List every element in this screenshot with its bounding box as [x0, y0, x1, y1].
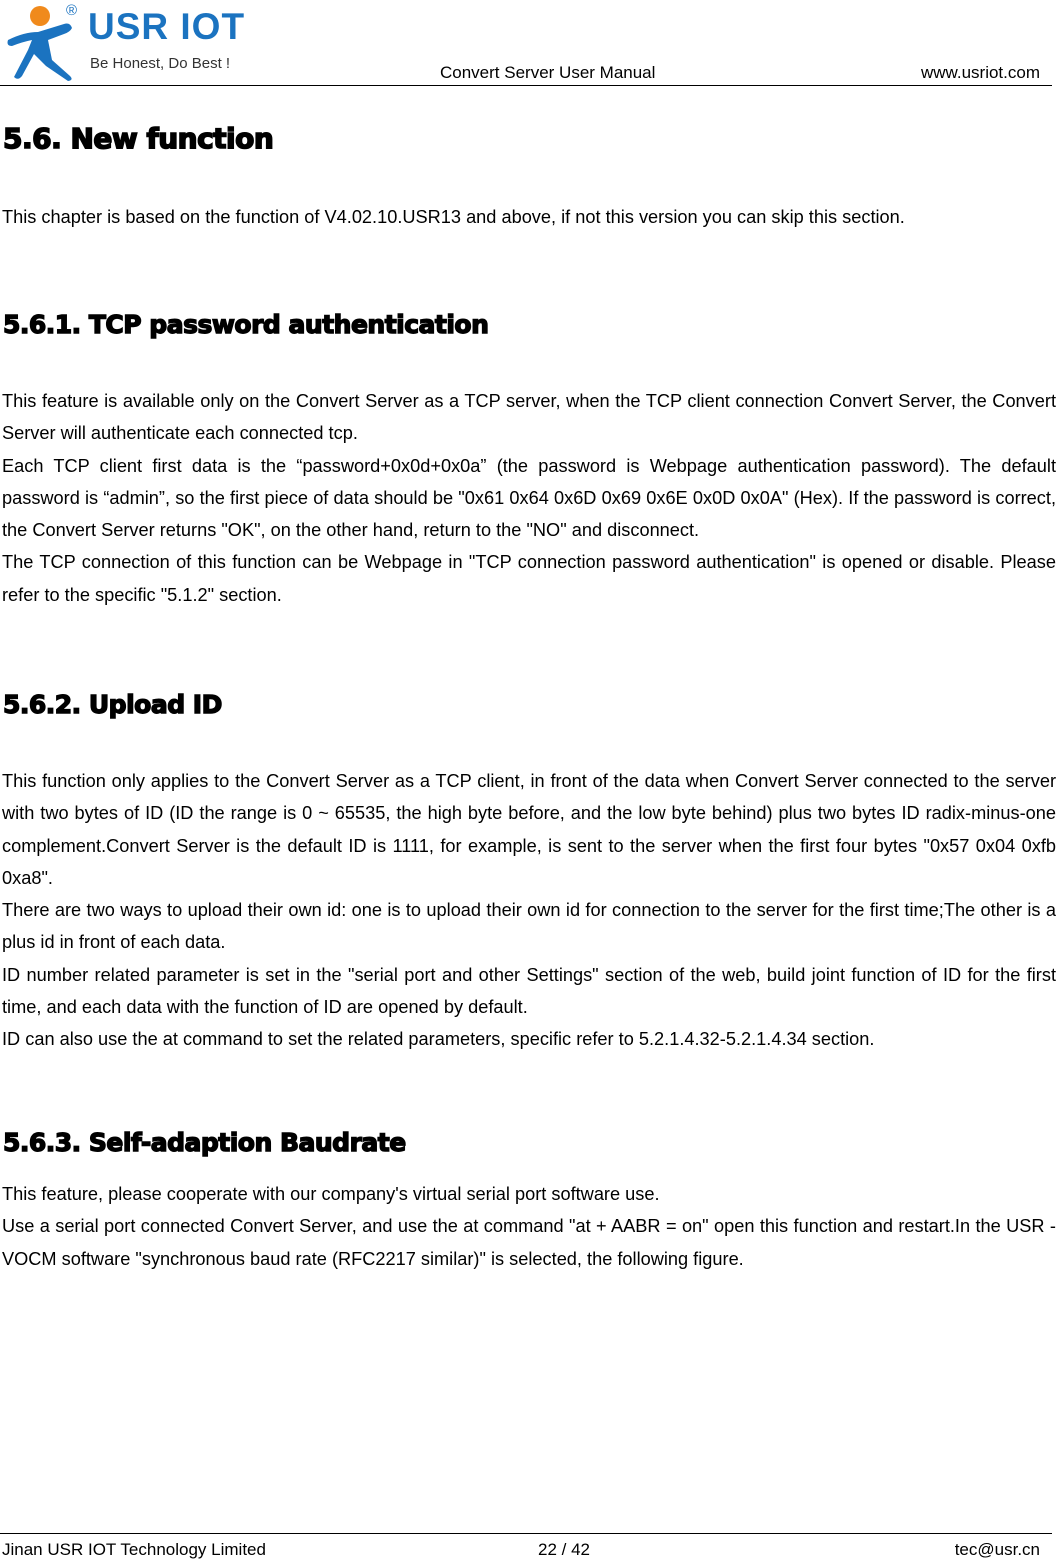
- paragraph: ID number related parameter is set in the "serial port and other Settings" section of the web, build joint function of ID for the first time, and each data with the function of ID are opened by default.: [2, 964, 1056, 1018]
- paragraph: There are two ways to upload their own id: one is to upload their own id for connection to the server for the first time;The other is a plus id in front of each data.: [2, 900, 1056, 953]
- paragraph: This function only applies to the Convert Server as a TCP client, in front of the data when Convert Server connected to the server with two bytes of ID (ID the range is 0 ~ 65535, the high byte before, and the low byte behind) plus two bytes ID radix-minus-one complement.Convert Server is the default ID is 1111, for example, is sent to the server when the first four bytes "0x57 0x04 0xfb 0xa8".: [2, 771, 1056, 888]
- paragraph: The TCP connection of this function can be Webpage in "TCP connection password authentication" is opened or disable. Please refer to the specific "5.1.2" section.: [2, 552, 1056, 605]
- website-link[interactable]: www.usriot.com: [920, 63, 1040, 82]
- page-number: 22 / 42: [538, 1540, 590, 1559]
- page-header: [0, 0, 1062, 90]
- registered-mark: ®: [66, 2, 78, 19]
- paragraph: Each TCP client first data is the “password+0x0d+0x0a” (the password is Webpage authentication password). The default password is “admin”, so the first piece of data should be "0x61 0x64 0x6D 0x69 0x6E 0x0D 0x0A" (Hex). If the password is correct, the Convert Server returns "OK", on the other hand, return to the "NO" and disconnect.: [2, 455, 1056, 541]
- footer-email[interactable]: tec@usr.cn: [954, 1540, 1040, 1559]
- paragraph: This chapter is based on the function of V4.02.10.USR13 and above, if not this version you can skip this section.: [2, 207, 905, 227]
- footer-divider: [0, 1533, 1052, 1534]
- manual-title: Convert Server User Manual: [440, 63, 656, 82]
- section-5-6-2-text: [2, 765, 1056, 1056]
- section-heading-5-6: 5.6. New function: [3, 122, 274, 155]
- section-5-6-1-text: [2, 385, 1056, 611]
- section-5-6-text: [2, 201, 1056, 233]
- brand-tagline: Be Honest, Do Best !: [90, 55, 231, 72]
- paragraph: Use a serial port connected Convert Server, and use the at command "at + AABR = on" open this function and restart.In the USR - VOCM software "synchronous baud rate (RFC2217 similar)" is selected, the following figure.: [2, 1216, 1056, 1269]
- section-heading-5-6-3: 5.6.3. Self-adaption Baudrate: [3, 1128, 406, 1157]
- section-heading-5-6-1: 5.6.1. TCP password authentication: [3, 310, 489, 339]
- paragraph: This feature, please cooperate with our company's virtual serial port software use.: [2, 1184, 660, 1204]
- section-heading-5-6-2: 5.6.2. Upload ID: [3, 690, 222, 719]
- paragraph: ID can also use the at command to set the related parameters, specific refer to 5.2.1.4.32-5.2.1.4.34 section.: [2, 1029, 875, 1050]
- footer-company: Jinan USR IOT Technology Limited: [2, 1540, 266, 1559]
- brand-name: USR IOT: [88, 6, 246, 47]
- section-5-6-3-text: [2, 1178, 1056, 1275]
- paragraph: This feature is available only on the Convert Server as a TCP server, when the TCP client connection Convert Server, the Convert Server will authenticate each connected tcp.: [2, 391, 1056, 444]
- usr-iot-logo: [4, 2, 254, 82]
- header-divider: [0, 85, 1052, 86]
